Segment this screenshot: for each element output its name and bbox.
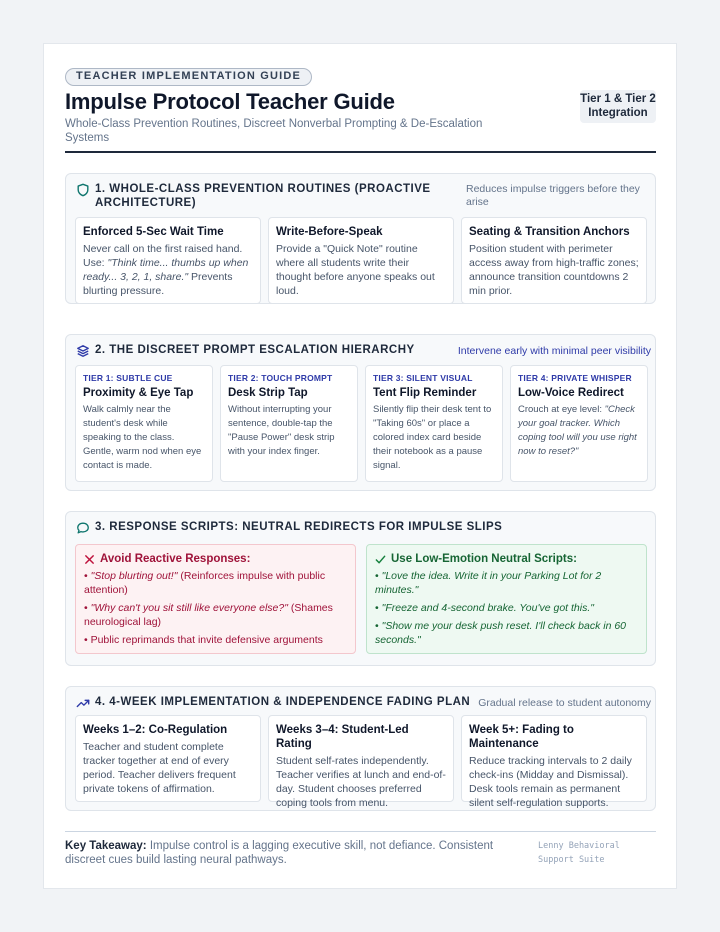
guide-page <box>43 43 677 889</box>
tier-badge: Tier 1 & Tier 2 Integration <box>580 90 656 123</box>
card-title: Write-Before-Speak <box>276 226 383 238</box>
section-2-title: 2. THE DISCREET PROMPT ESCALATION HIERARCHY <box>95 344 415 356</box>
avoid-heading: Avoid Reactive Responses: <box>84 552 347 566</box>
tier-card-2 <box>220 365 358 482</box>
use-item: • "Love the idea. Write it in your Parking Lot for 2 minutes." <box>375 570 602 596</box>
card-title: Week 5+: Fading to Maintenance <box>469 724 574 750</box>
page-title: Impulse Protocol Teacher Guide <box>65 89 395 114</box>
card-title: Desk Strip Tap <box>228 387 308 399</box>
tier-label: TIER 4: PRIVATE WHISPER <box>518 373 632 383</box>
tier-card-4 <box>510 365 648 482</box>
tier-card-1 <box>75 365 213 482</box>
footer-divider <box>65 831 656 832</box>
avoid-responses-box <box>75 544 356 654</box>
avoid-item: • Public reprimands that invite defensive arguments <box>84 634 323 646</box>
brand-signature: Lenny Behavioral Support Suite <box>538 841 620 865</box>
check-icon <box>375 554 386 565</box>
tier-label: TIER 3: SILENT VISUAL <box>373 373 473 383</box>
chat-bubble-icon <box>76 521 90 535</box>
section-prevention-routines <box>65 173 656 304</box>
section-4-title: 4. 4-WEEK IMPLEMENTATION & INDEPENDENCE FADING PLAN <box>95 696 471 708</box>
card-wait-time <box>75 217 261 304</box>
use-scripts-box <box>366 544 647 654</box>
tier-card-3 <box>365 365 503 482</box>
use-item: • "Show me your desk push reset. I'll check back in 60 seconds." <box>375 620 627 646</box>
section-3-title: 3. RESPONSE SCRIPTS: NEUTRAL REDIRECTS FOR IMPULSE SLIPS <box>95 521 503 533</box>
card-body: Student self-rates independently. Teacher verifies at lunch and end-of-day. Student chooses preferred coping tools from menu. <box>276 755 446 809</box>
card-title: Low-Voice Redirect <box>518 387 624 399</box>
card-write-before-speak <box>268 217 454 304</box>
card-title: Weeks 1–2: Co-Regulation <box>83 724 228 736</box>
avoid-item: • "Why can't you sit still like everyone else?" (Shames neurological lag) <box>84 602 333 628</box>
tier-label: TIER 2: TOUCH PROMPT <box>228 373 333 383</box>
layers-icon <box>76 344 90 358</box>
section-4-header <box>76 695 470 710</box>
card-title: Proximity & Eye Tap <box>83 387 194 399</box>
card-title: Weeks 3–4: Student-Led Rating <box>276 724 409 750</box>
section-2-note: Intervene early with minimal peer visibility <box>457 345 651 357</box>
card-body: Without interrupting your sentence, double-tap the "Pause Power" desk strip with your index finger. <box>228 404 335 457</box>
key-takeaway: Key Takeaway: Impulse control is a lagging executive skill, not defiance. Consistent discreet cues build lasting neural pathways. <box>65 840 494 866</box>
card-body: Position student with perimeter access away from high-traffic zones; announce transition countdowns 2 min prior. <box>469 243 639 297</box>
card-body: Teacher and student complete tracker together at end of every period. Teacher delivers frequent private tokens of affirmation. <box>83 741 236 795</box>
section-response-scripts <box>65 511 656 666</box>
section-1-header <box>76 182 435 210</box>
section-fading-plan <box>65 686 656 811</box>
section-prompt-hierarchy <box>65 334 656 491</box>
section-2-header <box>76 343 415 358</box>
card-title: Seating & Transition Anchors <box>469 226 630 238</box>
card-weeks-3-4 <box>268 715 454 809</box>
tier-label: TIER 1: SUBTLE CUE <box>83 373 173 383</box>
shield-icon <box>76 183 90 197</box>
trend-up-icon <box>76 696 90 710</box>
section-4-note: Gradual release to student autonomy <box>478 697 651 709</box>
card-body: Crouch at eye level: "Check your goal tracker. Which coping tool will you use right now to reset?" <box>518 404 637 457</box>
card-body: Silently flip their desk tent to "Taking 60s" or place a colored index card beside their notebook as a pause signal. <box>373 404 492 471</box>
card-week-5-plus <box>461 715 647 809</box>
card-title: Enforced 5-Sec Wait Time <box>83 226 224 238</box>
avoid-item: • "Stop blurting out!" (Reinforces impulse with public attention) <box>84 570 326 596</box>
use-heading: Use Low-Emotion Neutral Scripts: <box>375 552 638 566</box>
card-seating-anchors <box>461 217 647 304</box>
card-body: Provide a "Quick Note" routine where all students write their thought before anyone speaks out loud. <box>276 243 435 297</box>
use-item: • "Freeze and 4-second brake. You've got this." <box>375 602 594 614</box>
card-body: Walk calmly near the student's desk while speaking to the class. Gentle, warm nod when eye contact is made. <box>83 404 202 471</box>
section-3-header <box>76 520 502 535</box>
card-body: Reduce tracking intervals to 2 daily check-ins (Midday and Dismissal). Desk tools remain as permanent silent self-regulation supports. <box>469 755 632 809</box>
card-title: Tent Flip Reminder <box>373 387 477 399</box>
header-divider <box>65 151 656 153</box>
section-1-note: Reduces impulse triggers before they arise <box>466 183 640 208</box>
section-1-title: 1. WHOLE-CLASS PREVENTION ROUTINES (PROACTIVE ARCHITECTURE) <box>95 183 431 209</box>
close-icon <box>84 554 95 565</box>
page-subtitle: Whole-Class Prevention Routines, Discreet Nonverbal Prompting & De-Escalation Systems <box>65 118 483 144</box>
card-body: Never call on the first raised hand. Use: "Think time... thumbs up when ready... 3, 2, 1, share." Prevents blurting pressure. <box>83 243 249 297</box>
card-weeks-1-2 <box>75 715 261 802</box>
document-tag: TEACHER IMPLEMENTATION GUIDE <box>65 68 312 86</box>
